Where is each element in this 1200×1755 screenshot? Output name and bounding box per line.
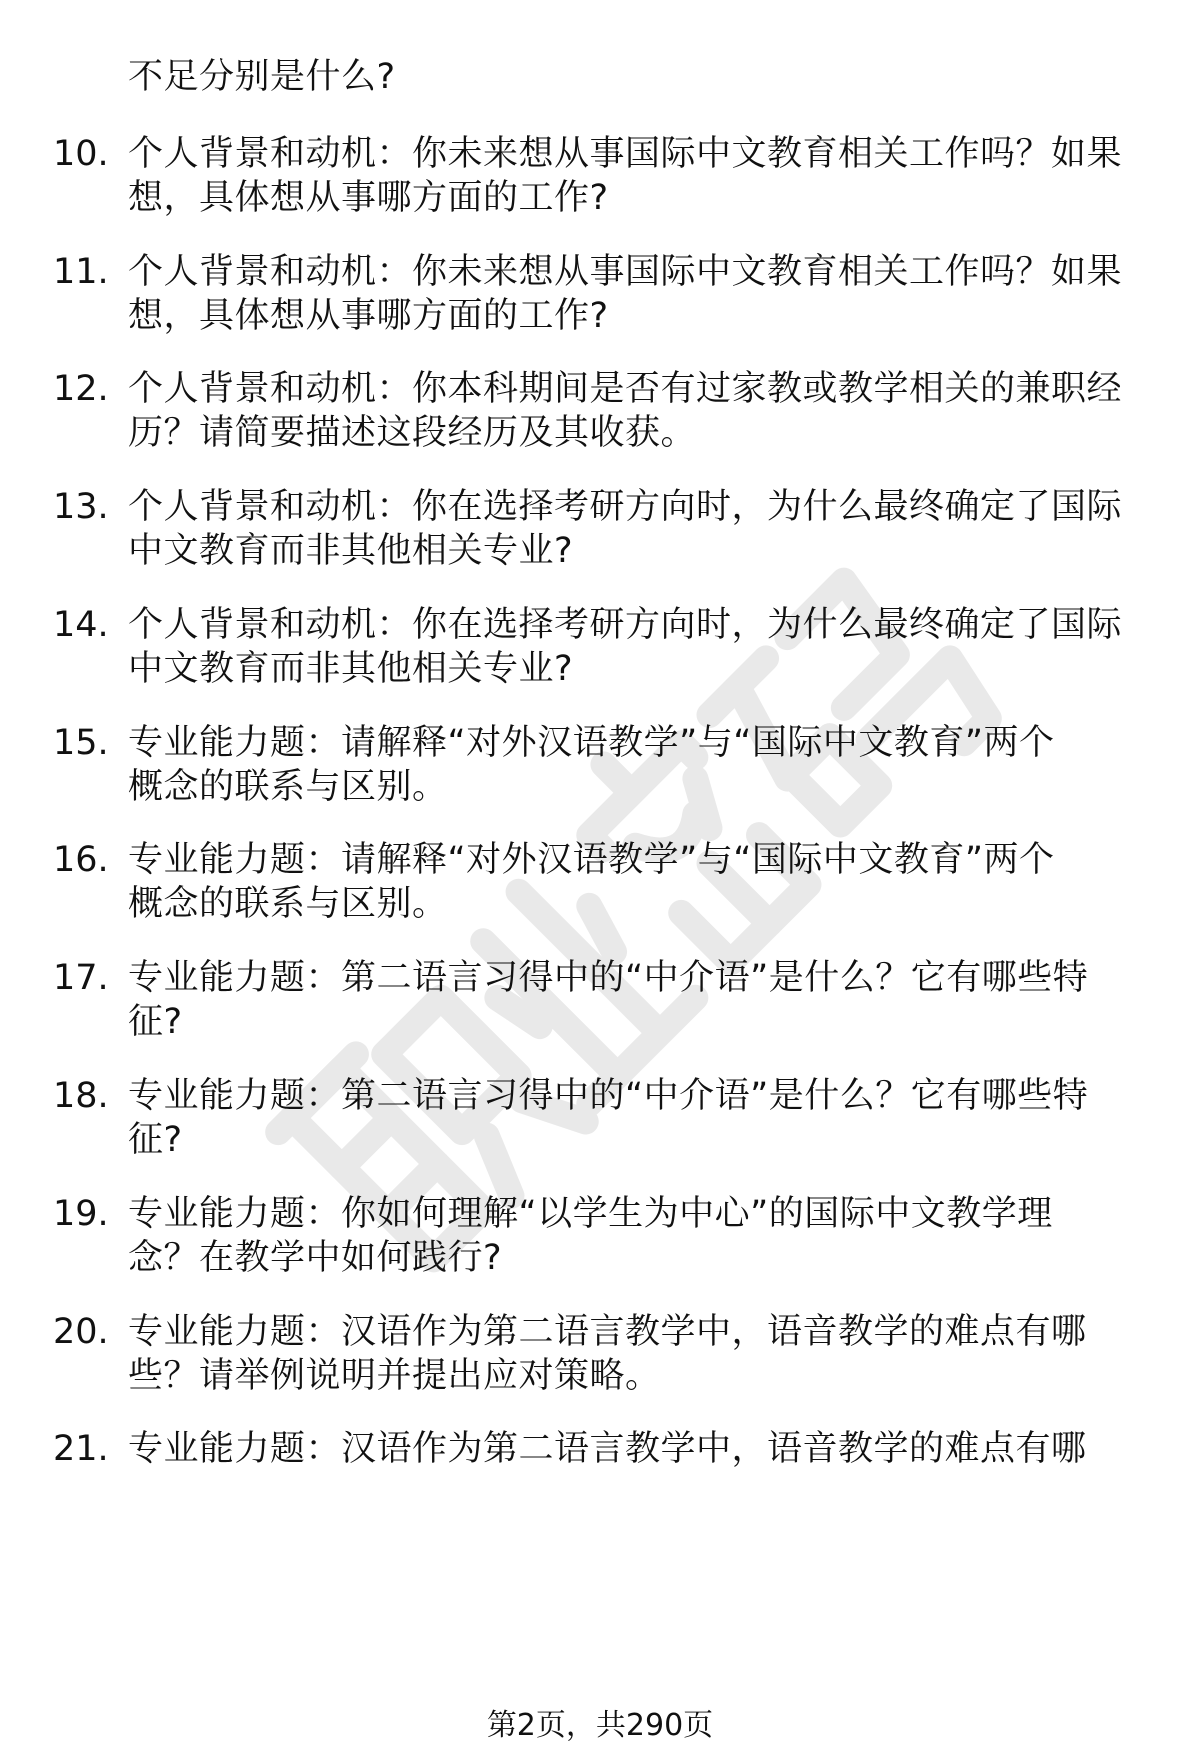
list-item-line: 专业能力题：汉语作为第二语言教学中，语音教学的难点有哪 bbox=[128, 1312, 1087, 1352]
list-item-line: 专业能力题：第二语言习得中的“中介语”是什么？它有哪些特 bbox=[128, 958, 1089, 998]
list-item-line: 征? bbox=[128, 1120, 183, 1160]
list-item-line: 念？在教学中如何践行? bbox=[128, 1238, 503, 1278]
list-item-line: 些？请举例说明并提出应对策略。 bbox=[128, 1356, 661, 1396]
list-item-line: 专业能力题：请解释“对外汉语教学”与“国际中文教育”两个 bbox=[128, 840, 1055, 880]
list-item-line: 历？请简要描述这段经历及其收获。 bbox=[128, 413, 697, 453]
list-item-number: 16. bbox=[53, 840, 109, 880]
list-item-number: 12. bbox=[53, 369, 109, 409]
list-item-number: 21. bbox=[53, 1429, 109, 1469]
continuation-line: 不足分别是什么? bbox=[128, 57, 396, 97]
list-item-line: 个人背景和动机：你在选择考研方向时，为什么最终确定了国际 bbox=[128, 487, 1123, 527]
list-item-line: 中文教育而非其他相关专业? bbox=[128, 531, 574, 571]
list-item-line: 个人背景和动机：你未来想从事国际中文教育相关工作吗？如果 bbox=[128, 252, 1123, 292]
list-item-line: 个人背景和动机：你未来想从事国际中文教育相关工作吗？如果 bbox=[128, 134, 1123, 174]
list-item-line: 概念的联系与区别。 bbox=[128, 767, 448, 807]
list-item-line: 个人背景和动机：你本科期间是否有过家教或教学相关的兼职经 bbox=[128, 369, 1123, 409]
list-item-number: 13. bbox=[53, 487, 109, 527]
list-item-line: 想，具体想从事哪方面的工作? bbox=[128, 178, 609, 218]
list-item-number: 17. bbox=[53, 958, 109, 998]
list-item-line: 专业能力题：你如何理解“以学生为中心”的国际中文教学理 bbox=[128, 1194, 1053, 1234]
list-item-number: 20. bbox=[53, 1312, 109, 1352]
list-item-line: 专业能力题：汉语作为第二语言教学中，语音教学的难点有哪 bbox=[128, 1429, 1087, 1469]
list-item-line: 专业能力题：第二语言习得中的“中介语”是什么？它有哪些特 bbox=[128, 1076, 1089, 1116]
list-item-line: 征? bbox=[128, 1002, 183, 1042]
list-item-number: 19. bbox=[53, 1194, 109, 1234]
list-item-line: 中文教育而非其他相关专业? bbox=[128, 649, 574, 689]
list-item-number: 10. bbox=[53, 134, 109, 174]
page-number-footer: 第2页，共290页 bbox=[486, 1708, 714, 1743]
list-item-number: 18. bbox=[53, 1076, 109, 1116]
list-item-number: 15. bbox=[53, 723, 109, 763]
list-item-line: 想，具体想从事哪方面的工作? bbox=[128, 296, 609, 336]
list-item-line: 个人背景和动机：你在选择考研方向时，为什么最终确定了国际 bbox=[128, 605, 1123, 645]
list-item-number: 11. bbox=[53, 252, 109, 292]
list-item-line: 概念的联系与区别。 bbox=[128, 884, 448, 924]
list-item-number: 14. bbox=[53, 605, 109, 645]
list-item-line: 专业能力题：请解释“对外汉语教学”与“国际中文教育”两个 bbox=[128, 723, 1055, 763]
